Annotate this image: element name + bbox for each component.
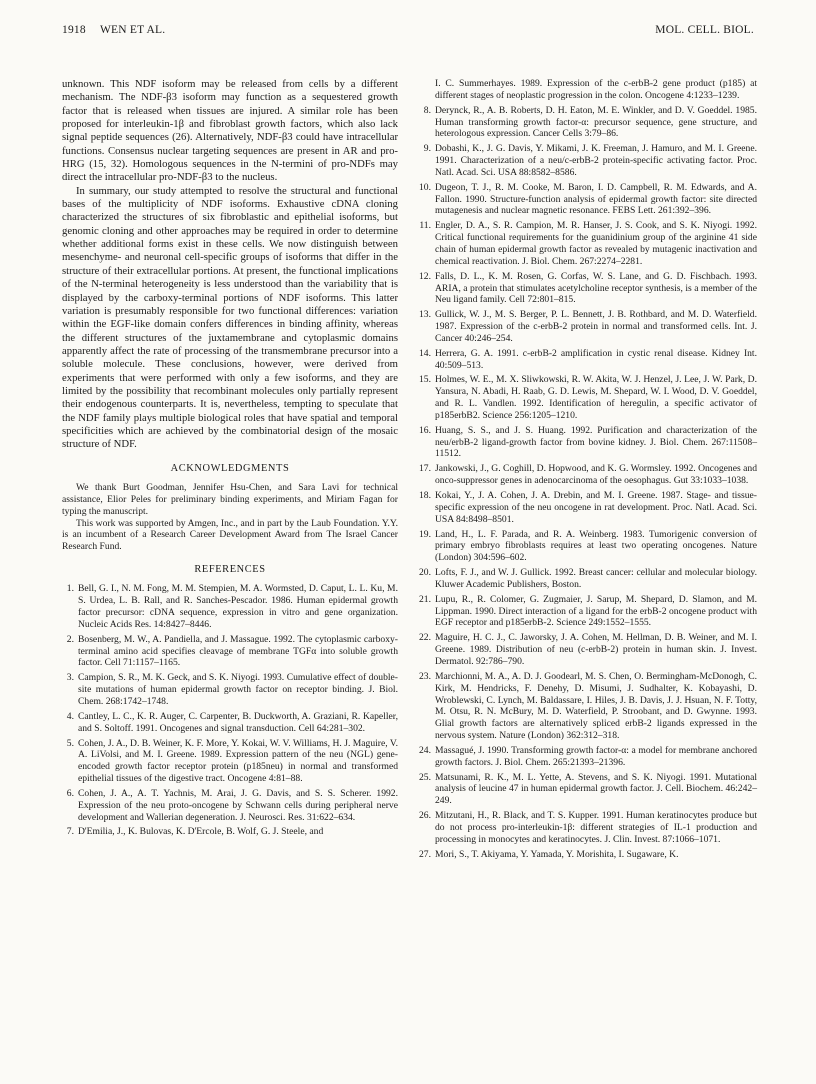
- reference-text: Bosenberg, M. W., A. Pandiella, and J. Massague. 1992. The cytoplasmic carboxy-terminal amino acid specifies cleavage of membrane TGFα into soluble growth factor. Cell 71:1157–1165.: [78, 633, 398, 669]
- reference-item: [417, 490, 757, 526]
- reference-number: 2.: [66, 633, 74, 645]
- reference-item: [62, 738, 398, 785]
- reference-item: [417, 567, 757, 591]
- reference-number: 4.: [66, 710, 74, 722]
- reference-continuation: [417, 78, 757, 102]
- reference-text: Holmes, W. E., M. X. Sliwkowski, R. W. Akita, W. J. Henzel, J. Lee, J. W. Park, D. Yansura, N. Abadi, H. Raab, G. D. Lewis, M. Shepard, W. I. Wood, D. V. Goeddel, and R. L. Vandlen. 1992. Identification of heregulin, a specific activator of p185erbB2. Science 256:1205–1210.: [435, 374, 757, 421]
- reference-text: Bell, G. I., N. M. Fong, M. M. Stempien, M. A. Wormsted, D. Caput, L. L. Ku, M. S. Urdea, L. B. Rall, and R. Sanches-Pescador. 1986. Human epidermal growth factor precursor: cDNA sequence, expression in vitro and gene organization. Nucleic Acids Res. 14:8427–8446.: [78, 583, 398, 630]
- body-paragraph: In summary, our study attempted to resolve the structural and functional bases of the multiplicity of NDF isoforms. Exhaustive cDNA cloning characterized the structures of six fibroblastic and epithelial isoforms, but genomic cloning and other approaches may be required in order to determine whether additional forms exist in these cells. We now distinguish between mesenchyme- and neuronal cell-specific groups of isoforms that differ in the structure of their extracellular portions. At present, the functional implications of the N-terminal heterogeneity is less understood than the variability that is displayed by the carboxy-terminal portions of NDF isoforms. This latter variation is presumably responsible for two functional differences: variation within the EGF-like domain confers differences in binding affinity, whereas the different structures of the juxtamembrane and cytoplasmic domains apparently affect the rate of processing of the transmembrane precursor into a soluble molecule. These conclusions, however, were derived from experiments that were performed with only a few isoforms, and they are limited by the possibility that recombinant molecules only partially represent their endogenous counterparts. It is, nevertheless, tempting to speculate that the NDF family plays multiple biological roles that have spatial and temporal specificities which are achieved by the combinatorial design of the mosaic structure of NDF.: [62, 184, 398, 451]
- left-column: [62, 78, 398, 841]
- reference-item: [417, 182, 757, 218]
- acknowledgment-paragraph: This work was supported by Amgen, Inc., and in part by the Laub Foundation. Y.Y. is an incumbent of a Research Career Development Award from The Israel Cancer Research Fund.: [62, 517, 398, 553]
- body-paragraph: unknown. This NDF isoform may be released from cells by a different mechanism. The NDF-β3 isoform may function as a sequestered growth factor that is released when tissues are injured. A similar role has been proposed for interleukin-1β and fibroblast growth factors, which also lack signal peptide sequences (26). Alternatively, NDF-β3 could have intracellular functions. Consensus nuclear targeting sequences are present in AR and pro-HRG (15, 32). Homologous sequences in the N-termini of pro-NDFs may direct the intracellular pro-NDF-β3 to the nucleus.: [62, 78, 398, 184]
- reference-list-left: [62, 583, 398, 838]
- reference-text: Massagué, J. 1990. Transforming growth factor-α: a model for membrane anchored growth factors. J. Biol. Chem. 265:21393–21396.: [435, 744, 757, 768]
- reference-text: Huang, S. S., and J. S. Huang. 1992. Purification and characterization of the neu/erbB-2 ligand-growth factor from bovine kidney. J. Biol. Chem. 267:11508–11512.: [435, 424, 757, 460]
- reference-text: Campion, S. R., M. K. Geck, and S. K. Niyogi. 1993. Cumulative effect of double-site mutations of human epidermal growth factor on receptor binding. J. Biol. Chem. 268:1742–1748.: [78, 672, 398, 707]
- reference-item: [417, 529, 757, 565]
- reference-item: [417, 810, 757, 846]
- running-header: [62, 24, 754, 42]
- reference-item: [62, 583, 398, 630]
- reference-number: 25.: [419, 771, 431, 783]
- reference-item: [62, 634, 398, 670]
- reference-text: Mitzutani, H., R. Black, and T. S. Kupper. 1991. Human keratinocytes produce but do not process pro-interleukin-1β: different strategies of IL-1 production and processing in monocytes and keratinocytes. J. Clin. Invest. 87:1066–1071.: [435, 810, 757, 845]
- reference-item: [417, 348, 757, 372]
- reference-number: 23.: [419, 670, 431, 682]
- reference-item: [417, 271, 757, 307]
- reference-number: 11.: [419, 220, 431, 232]
- reference-number: 7.: [66, 826, 74, 838]
- reference-number: 26.: [419, 810, 431, 822]
- reference-text: Gullick, W. J., M. S. Berger, P. L. Bennett, J. B. Rothbard, and M. D. Waterfield. 1987. Expression of the c-erbB-2 protein in normal and transformed cells. Int. J. Cancer 40:246–254.: [435, 309, 757, 344]
- reference-number: 5.: [66, 737, 74, 749]
- reference-item: [62, 672, 398, 708]
- reference-text: Cohen, J. A., A. T. Yachnis, M. Arai, J. G. Davis, and S. S. Scherer. 1992. Expression of the neu proto-oncogene by Schwann cells during peripheral nerve development and Wallerian degeneration. J. Neurosci. Res. 31:622–634.: [78, 787, 398, 823]
- reference-item: [417, 374, 757, 421]
- reference-text: Maguire, H. C. J., C. Jaworsky, J. A. Cohen, M. Hellman, D. B. Weiner, and M. I. Greene. 1989. Distribution of neu (c-erbB-2) protein in human skin. J. Invest. Dermatol. 92:786–790.: [435, 632, 757, 667]
- running-authors: WEN ET AL.: [100, 24, 166, 36]
- references-heading: REFERENCES: [194, 564, 266, 576]
- reference-text: Cantley, L. C., K. R. Auger, C. Carpenter, B. Duckworth, A. Graziani, R. Kapeller, and S. Soltoff. 1991. Oncogenes and signal transduction. Cell 64:281–302.: [78, 710, 398, 734]
- reference-item: [417, 105, 757, 141]
- acknowledgments-heading: ACKNOWLEDGMENTS: [170, 462, 290, 474]
- reference-item: [62, 826, 398, 838]
- reference-number: 6.: [66, 787, 74, 799]
- reference-number: 10.: [419, 181, 431, 193]
- reference-item: [417, 309, 757, 345]
- reference-number: 24.: [419, 744, 431, 756]
- reference-text: Herrera, G. A. 1991. c-erbB-2 amplification in cystic renal disease. Kidney Int. 40:509–513.: [435, 347, 757, 371]
- reference-number: 15.: [419, 374, 431, 386]
- reference-number: 21.: [419, 593, 431, 605]
- reference-text: Land, H., L. F. Parada, and R. A. Weinberg. 1983. Tumorigenic conversion of primary embryo fibroblasts requires at least two operating oncogenes. Nature (London) 304:596–602.: [435, 528, 757, 564]
- reference-text: Dugeon, T. J., R. M. Cooke, M. Baron, I. D. Campbell, R. M. Edwards, and A. Fallon. 1990. Structure-function analysis of epidermal growth factor: site directed mutagenesis and nuclear magnetic resonance. FEBS Lett. 261:392–396.: [435, 181, 757, 217]
- reference-text: Derynck, R., A. B. Roberts, D. H. Eaton, M. E. Winkler, and D. V. Goeddel. 1985. Human transforming growth factor-α: precursor sequence, gene structure, and heterologous expression. Cancer Cells 3:79–86.: [435, 104, 757, 140]
- reference-item: [417, 220, 757, 267]
- reference-item: [417, 143, 757, 179]
- reference-item: [417, 745, 757, 769]
- reference-text: Falls, D. L., K. M. Rosen, G. Corfas, W. S. Lane, and G. D. Fischbach. 1993. ARIA, a protein that stimulates acetylcholine receptor synthesis, is a member of the Neu ligand family. Cell 72:801–815.: [435, 270, 757, 306]
- reference-number: 8.: [423, 104, 431, 116]
- reference-text: Kokai, Y., J. A. Cohen, J. A. Drebin, and M. I. Greene. 1987. Stage- and tissue-specific expression of the neu oncogene in rat development. Proc. Natl. Acad. Sci. USA 84:8498–8501.: [435, 490, 757, 525]
- reference-item: [62, 711, 398, 735]
- reference-item: [417, 772, 757, 808]
- reference-number: 16.: [419, 424, 431, 436]
- reference-number: 22.: [419, 632, 431, 644]
- reference-item: [417, 463, 757, 487]
- reference-text: Mori, S., T. Akiyama, Y. Yamada, Y. Morishita, I. Sugaware, K.: [435, 848, 679, 860]
- reference-number: 12.: [419, 270, 431, 282]
- reference-number: 1.: [66, 583, 74, 595]
- reference-item: [417, 632, 757, 668]
- reference-text: Lupu, R., R. Colomer, G. Zugmaier, J. Sarup, M. Shepard, D. Slamon, and M. Lippman. 1990. Direct interaction of a ligand for the erbB-2 oncogene product with EGF receptor and p185erbB-2. Science 249:1552–1555.: [435, 593, 757, 629]
- journal-title: MOL. CELL. BIOL.: [655, 24, 754, 36]
- reference-text: Matsunami, R. K., M. L. Yette, A. Stevens, and S. K. Niyogi. 1991. Mutational analysis of leucine 47 in human epidermal growth factor. J. Cell. Biochem. 46:242–249.: [435, 771, 757, 807]
- page-number: 1918: [62, 24, 86, 36]
- reference-text: Lofts, F. J., and W. J. Gullick. 1992. Breast cancer: cellular and molecular biology. Kluwer Academic Publishers, Boston.: [435, 567, 757, 590]
- reference-number: 13.: [419, 309, 431, 321]
- reference-number: 19.: [419, 528, 431, 540]
- reference-text: Jankowski, J., G. Coghill, D. Hopwood, and K. G. Wormsley. 1992. Oncogenes and onco-suppressor genes in adenocarcinoma of the oesophagus. Gut 33:1033–1038.: [435, 463, 757, 487]
- reference-text: D'Emilia, J., K. Bulovas, K. D'Ercole, B. Wolf, G. J. Steele, and: [78, 826, 324, 838]
- reference-number: 17.: [419, 463, 431, 475]
- reference-number: 20.: [419, 567, 431, 579]
- reference-number: 18.: [419, 490, 431, 501]
- reference-text: Dobashi, K., J. G. Davis, Y. Mikami, J. K. Freeman, J. Hamuro, and M. I. Greene. 1991. Characterization of a neu/c-erbB-2 protein-specific activating factor. Proc. Natl. Acad. Sci. USA 88:8582–8586.: [435, 143, 757, 178]
- reference-number: 27.: [419, 848, 431, 860]
- reference-text: Cohen, J. A., D. B. Weiner, K. F. More, Y. Kokai, W. V. Williams, H. J. Maguire, V. A. LiVolsi, and M. I. Greene. 1989. Expression pattern of the neu (NGL) gene-encoded growth factor receptor protein (p185neu) in normal and transformed epithelial tissues of the digestive tract. Oncogene 4:81–88.: [78, 737, 398, 785]
- acknowledgment-paragraph: We thank Burt Goodman, Jennifer Hsu-Chen, and Sara Lavi for technical assistance, Elior Peles for preliminary binding experiments, and Miriam Fagan for typing the manuscript.: [62, 481, 398, 517]
- reference-item: [417, 849, 757, 861]
- right-column: [417, 78, 757, 863]
- reference-text: I. C. Summerhayes. 1989. Expression of the c-erbB-2 gene product (p185) at different stages of neoplastic progression in the colon. Oncogene 4:1233–1239.: [435, 78, 757, 101]
- reference-item: [62, 788, 398, 824]
- reference-number: 3.: [66, 672, 74, 684]
- reference-number: 14.: [419, 347, 431, 359]
- reference-item: [417, 425, 757, 461]
- reference-text: Engler, D. A., S. R. Campion, M. R. Hanser, J. S. Cook, and S. K. Niyogi. 1992. Critical functional requirements for the guanidinium group of the arginine 41 side chain of human epidermal growth factor as revealed by mutagenic inactivation and chemical reactivation. J. Biol. Chem. 267:2274–2281.: [435, 220, 757, 267]
- reference-text: Marchionni, M. A., A. D. J. Goodearl, M. S. Chen, O. Bermingham-McDonogh, C. Kirk, M. Hendricks, F. Denehy, D. Misumi, J. Sudhalter, K. Kobayashi, D. Wroblewski, C. Lynch, M. Baldassare, I. Hiles, J. B. Davis, J. J. Hsuan, N. F. Totty, M. Otsu, R. N. McBury, M. D. Waterfield, P. Stroobant, and D. Gwynne. 1993. Glial growth factors are alternatively spliced erbB-2 ligands expressed in the nervous system. Nature (London) 362:312–318.: [435, 670, 757, 742]
- reference-item: [417, 671, 757, 742]
- reference-number: 9.: [423, 143, 431, 155]
- reference-item: [417, 594, 757, 630]
